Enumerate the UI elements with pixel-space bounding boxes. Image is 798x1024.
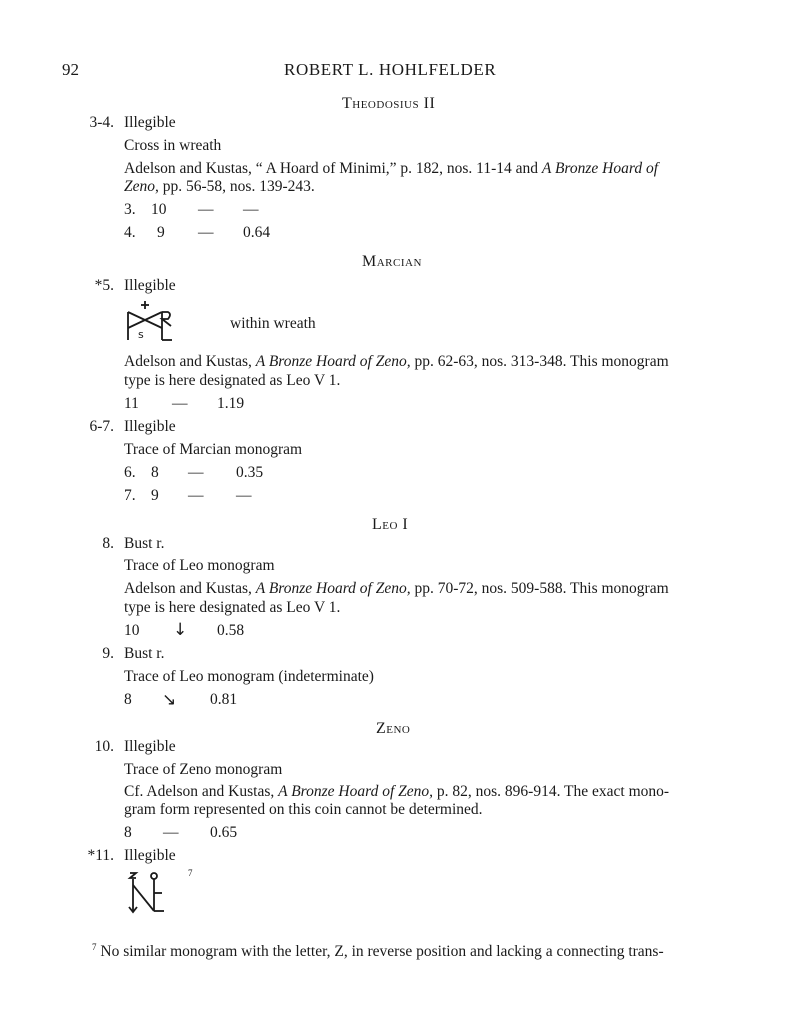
obverse-description: Illegible [124, 114, 176, 131]
entry-number: *5. [94, 277, 114, 294]
reference-title: A Bronze Hoard of [541, 160, 658, 177]
reference-part: Adelson and Kustas, [124, 580, 256, 597]
obverse-description: Illegible [124, 847, 176, 864]
reference-text-cont: gram form represented on this coin cannot be determined. [124, 801, 483, 818]
marcian-monogram-icon [124, 300, 174, 344]
reverse-description: Trace of Leo monogram (indeterminate) [124, 668, 374, 685]
cell: — [198, 201, 214, 218]
cell: — [243, 201, 259, 218]
entry-number: 9. [102, 645, 114, 662]
cell: — [163, 824, 179, 841]
cell: 9 [157, 224, 165, 241]
section-title-zeno: Zeno [376, 720, 411, 737]
obverse-description: Illegible [124, 277, 176, 294]
obverse-description: Illegible [124, 738, 176, 755]
cell: 1.19 [217, 395, 245, 412]
cell: 10 [124, 622, 140, 639]
reverse-description: Cross in wreath [124, 137, 222, 154]
entry-number: 3-4. [89, 114, 114, 131]
cell: 0.35 [236, 464, 264, 481]
reference-text-cont: type is here designated as Leo V 1. [124, 599, 341, 616]
obverse-description: Bust r. [124, 645, 165, 662]
reference-text [124, 160, 658, 178]
die-axis-arrow-icon: ↓ [173, 620, 188, 640]
obverse-description: Illegible [124, 418, 176, 435]
reference-part: Adelson and Kustas, “ A Hoard of Minimi,” p. 182, nos. 11-14 and [124, 160, 542, 177]
running-head: ROBERT L. HOHLFELDER [284, 60, 497, 79]
footnote-reference: 7 [188, 868, 193, 878]
reference-text [124, 580, 669, 598]
cell: — [236, 487, 252, 504]
reference-part: p. 82, nos. 896-914. The exact mono- [433, 783, 670, 800]
entry-number: 6-7. [89, 418, 114, 435]
reference-part: , pp. 56-58, nos. 139-243. [155, 178, 315, 195]
cell: — [172, 395, 188, 412]
reference-text [124, 783, 669, 801]
cell: — [198, 224, 214, 241]
footnote [92, 942, 664, 961]
monogram-caption: within wreath [230, 315, 316, 332]
section-title-leo: Leo I [372, 516, 409, 533]
reference-part: pp. 62-63, nos. 313-348. This monogram [410, 353, 669, 370]
footnote-text: No similar monogram with the letter, Z, in reverse position and lacking a connecting trans- [100, 943, 664, 961]
cell: 0.58 [217, 622, 245, 639]
cell: 10 [151, 201, 167, 218]
page-number: 92 [62, 60, 79, 79]
cell: — [188, 464, 204, 481]
reference-part: Cf. Adelson and Kustas, [124, 783, 279, 800]
cell: 8 [151, 464, 159, 481]
reference-text-cont [124, 178, 315, 196]
cell: 7. [124, 487, 136, 504]
reference-part: Adelson and Kustas, [124, 353, 256, 370]
cell: 6. [124, 464, 136, 481]
reference-title: A Bronze Hoard of Zeno, [255, 580, 411, 597]
reference-title: A Bronze Hoard of Zeno, [278, 783, 433, 800]
cell: 9 [151, 487, 159, 504]
entry-number: *11. [87, 847, 114, 864]
cell: — [188, 487, 204, 504]
footnote-mark: 7 [92, 942, 97, 952]
cell: 8 [124, 824, 132, 841]
entry-number: 8. [102, 535, 114, 552]
zeno-monogram-icon [124, 871, 170, 915]
cell: 3. [124, 201, 136, 218]
svg-text:s: s [138, 328, 144, 341]
reference-title: Zeno [124, 178, 155, 195]
reference-title: A Bronze Hoard of Zeno, [255, 353, 411, 370]
reverse-description: Trace of Marcian monogram [124, 441, 303, 458]
reverse-description: Trace of Leo monogram [124, 557, 275, 574]
die-axis-arrow-icon: ↘ [162, 690, 177, 710]
section-title-marcian: Marcian [362, 253, 422, 270]
cell: 4. [124, 224, 136, 241]
cell: 11 [124, 395, 139, 412]
section-title-theodosius: Theodosius II [342, 95, 436, 112]
entry-number: 10. [94, 738, 114, 755]
reverse-description: Trace of Zeno monogram [124, 761, 283, 778]
reference-text [124, 353, 669, 371]
cell: 0.81 [210, 691, 238, 708]
cell: 0.64 [243, 224, 271, 241]
cell: 8 [124, 691, 132, 708]
reference-part: pp. 70-72, nos. 509-588. This monogram [410, 580, 669, 597]
obverse-description: Bust r. [124, 535, 165, 552]
cell: 0.65 [210, 824, 238, 841]
reference-text-cont: type is here designated as Leo V 1. [124, 372, 341, 389]
